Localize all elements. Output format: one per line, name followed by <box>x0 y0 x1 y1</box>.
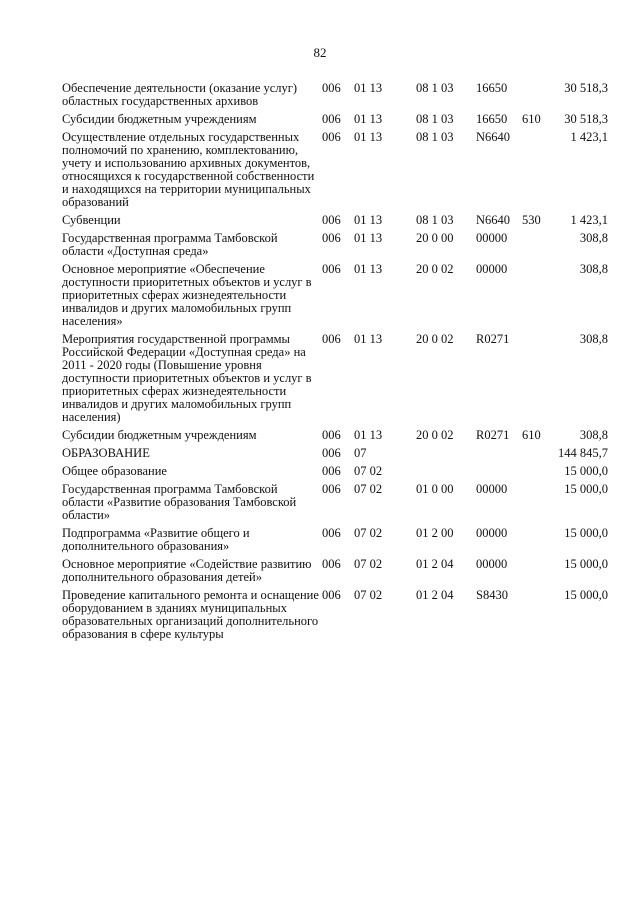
direction-code: 00000 <box>476 262 508 276</box>
expense-type-code: 530 <box>522 213 541 227</box>
direction-code: 00000 <box>476 526 508 540</box>
expense-type-code <box>522 465 552 483</box>
ministry-code: 006 <box>322 526 341 540</box>
program-code: 08 1 03 <box>416 112 454 126</box>
ministry-code: 006 <box>322 231 341 245</box>
direction-code: 00000 <box>476 231 508 245</box>
item-name: Мероприятия государственной программы Российской Федерации «Доступная среда» на 2011 - 2020 годы (Повышение уровня доступности приоритетных объектов и услуг в приоритетных сферах жизнедеятельности инвалидов и других маломобильных групп населения) <box>62 332 312 424</box>
expense-type-code <box>522 558 552 589</box>
direction-code: 16650 <box>476 112 508 126</box>
program-code: 01 2 04 <box>416 588 454 602</box>
ministry-code: 006 <box>322 81 341 95</box>
section-code: 01 13 <box>354 428 383 442</box>
table-row <box>62 527 608 558</box>
direction-code: S8430 <box>476 588 508 602</box>
item-name: Подпрограмма «Развитие общего и дополнительного образования» <box>62 526 250 553</box>
ministry-code: 006 <box>322 112 341 126</box>
table-body <box>62 82 608 646</box>
direction-code: 00000 <box>476 482 508 496</box>
ministry-code: 006 <box>322 262 341 276</box>
ministry-code: 006 <box>322 482 341 496</box>
direction-code: R0271 <box>476 332 510 346</box>
page-number: 82 <box>313 45 327 60</box>
table-row <box>62 429 608 447</box>
amount: 144 845,7 <box>558 446 608 460</box>
program-code <box>416 465 476 483</box>
expense-type-code: 610 <box>522 428 541 442</box>
program-code <box>416 447 476 465</box>
direction-code: 00000 <box>476 557 508 571</box>
table-row <box>62 333 608 429</box>
amount: 15 000,0 <box>564 482 608 496</box>
program-code: 20 0 02 <box>416 332 454 346</box>
item-name: Основное мероприятие «Содействие развитию дополнительного образования детей» <box>62 557 312 584</box>
amount: 308,8 <box>579 231 608 245</box>
section-code: 01 13 <box>354 112 383 126</box>
amount: 30 518,3 <box>564 112 608 126</box>
table-row <box>62 214 608 232</box>
section-code: 07 02 <box>354 464 383 478</box>
section-code: 07 02 <box>354 482 383 496</box>
amount: 308,8 <box>579 262 608 276</box>
expense-type-code <box>522 483 552 527</box>
amount: 308,8 <box>579 332 608 346</box>
ministry-code: 006 <box>322 557 341 571</box>
ministry-code: 006 <box>322 332 341 346</box>
table-row <box>62 483 608 527</box>
table-row <box>62 82 608 113</box>
table-row <box>62 263 608 333</box>
item-name: Основное мероприятие «Обеспечение доступности приоритетных объектов и услуг в приоритетных сферах жизнедеятельности инвалидов и других маломобильных групп населения» <box>62 262 312 328</box>
program-code: 08 1 03 <box>416 130 454 144</box>
expense-type-code <box>522 527 552 558</box>
amount: 30 518,3 <box>564 81 608 95</box>
program-code: 20 0 02 <box>416 262 454 276</box>
direction-code: 16650 <box>476 81 508 95</box>
item-name: Проведение капитального ремонта и оснащение оборудованием в зданиях муниципальных образовательных организаций дополнительного образования в сфере культуры <box>62 588 319 641</box>
expense-type-code <box>522 232 552 263</box>
item-name: ОБРАЗОВАНИЕ <box>62 446 150 460</box>
table-row <box>62 113 608 131</box>
section-code: 07 02 <box>354 557 383 571</box>
direction-code: R0271 <box>476 428 510 442</box>
program-code: 08 1 03 <box>416 213 454 227</box>
item-name: Субсидии бюджетным учреждениям <box>62 112 257 126</box>
program-code: 01 2 00 <box>416 526 454 540</box>
table-row <box>62 589 608 646</box>
direction-code: N6640 <box>476 130 511 144</box>
item-name: Обеспечение деятельности (оказание услуг) областных государственных архивов <box>62 81 298 108</box>
section-code: 01 13 <box>354 81 383 95</box>
expense-type-code <box>522 131 552 214</box>
amount: 15 000,0 <box>564 526 608 540</box>
amount: 1 423,1 <box>570 130 608 144</box>
section-code: 01 13 <box>354 262 383 276</box>
ministry-code: 006 <box>322 464 341 478</box>
program-code: 01 2 04 <box>416 557 454 571</box>
program-code: 20 0 00 <box>416 231 454 245</box>
budget-table <box>62 82 608 646</box>
amount: 15 000,0 <box>564 464 608 478</box>
section-code: 01 13 <box>354 231 383 245</box>
section-code: 01 13 <box>354 332 383 346</box>
amount: 15 000,0 <box>564 557 608 571</box>
program-code: 01 0 00 <box>416 482 454 496</box>
table-row <box>62 131 608 214</box>
direction-code <box>476 447 522 465</box>
section-code: 01 13 <box>354 213 383 227</box>
direction-code <box>476 465 522 483</box>
table-row <box>62 232 608 263</box>
item-name: Осуществление отдельных государственных полномочий по хранению, комплектованию, учету и использованию архивных документов, относящихся к государственной собственности и находящихся на территории муниципальных образований <box>62 130 315 209</box>
program-code: 08 1 03 <box>416 81 454 95</box>
table-row <box>62 447 608 465</box>
ministry-code: 006 <box>322 130 341 144</box>
section-code: 07 02 <box>354 588 383 602</box>
ministry-code: 006 <box>322 446 341 460</box>
program-code: 20 0 02 <box>416 428 454 442</box>
item-name: Общее образование <box>62 464 167 478</box>
table-row <box>62 465 608 483</box>
ministry-code: 006 <box>322 428 341 442</box>
item-name: Государственная программа Тамбовской области «Доступная среда» <box>62 231 278 258</box>
table-row <box>62 558 608 589</box>
expense-type-code <box>522 82 552 113</box>
expense-type-code <box>522 333 552 429</box>
expense-type-code <box>522 589 552 646</box>
ministry-code: 006 <box>322 588 341 602</box>
section-code: 01 13 <box>354 130 383 144</box>
section-code: 07 <box>354 446 367 460</box>
item-name: Субсидии бюджетным учреждениям <box>62 428 257 442</box>
amount: 1 423,1 <box>570 213 608 227</box>
expense-type-code <box>522 447 552 465</box>
section-code: 07 02 <box>354 526 383 540</box>
amount: 308,8 <box>579 428 608 442</box>
direction-code: N6640 <box>476 213 511 227</box>
expense-type-code <box>522 263 552 333</box>
item-name: Субвенции <box>62 213 121 227</box>
amount: 15 000,0 <box>564 588 608 602</box>
item-name: Государственная программа Тамбовской области «Развитие образования Тамбовской области» <box>62 482 297 522</box>
ministry-code: 006 <box>322 213 341 227</box>
expense-type-code: 610 <box>522 112 541 126</box>
